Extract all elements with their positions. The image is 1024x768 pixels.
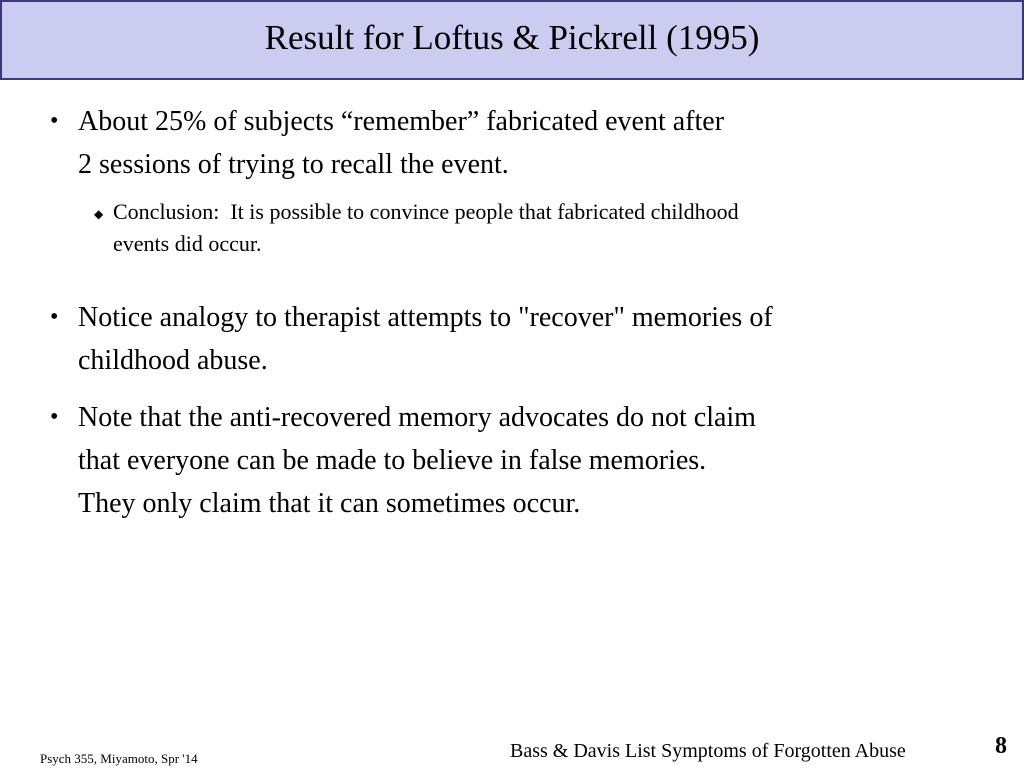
bullet-2-line-1: Notice analogy to therapist attempts to "recover" memories of	[78, 302, 773, 333]
diamond-bullet-icon: ◆	[94, 207, 104, 221]
bullet-dot-icon: •	[50, 304, 59, 330]
bullet-dot-icon: •	[50, 404, 59, 430]
slide-title: Result for Loftus & Pickrell (1995)	[264, 18, 760, 57]
bullet-2-line-2: childhood abuse.	[78, 345, 268, 376]
footer-course-label: Psych 355, Miyamoto, Spr '14	[40, 751, 198, 766]
slide-number: 8	[995, 733, 1007, 759]
bullet-3-line-2: that everyone can be made to believe in false memories.	[78, 445, 707, 476]
bullet-1-line-1: About 25% of subjects “remember” fabricated event after	[78, 106, 725, 137]
sub-bullet-line-2: events did occur.	[113, 231, 262, 256]
title-banner	[0, 0, 1024, 80]
bullet-dot-icon: •	[50, 108, 59, 134]
bullet-3-line-3: They only claim that it can sometimes occur.	[78, 488, 581, 519]
bullet-1-line-2: 2 sessions of trying to recall the event.	[78, 149, 509, 180]
sub-bullet-line-1: Conclusion: It is possible to convince people that fabricated childhood	[113, 199, 739, 224]
bullet-3-line-1: Note that the anti-recovered memory advocates do not claim	[78, 402, 756, 433]
footer-topic-label: Bass & Davis List Symptoms of Forgotten Abuse	[510, 740, 906, 762]
